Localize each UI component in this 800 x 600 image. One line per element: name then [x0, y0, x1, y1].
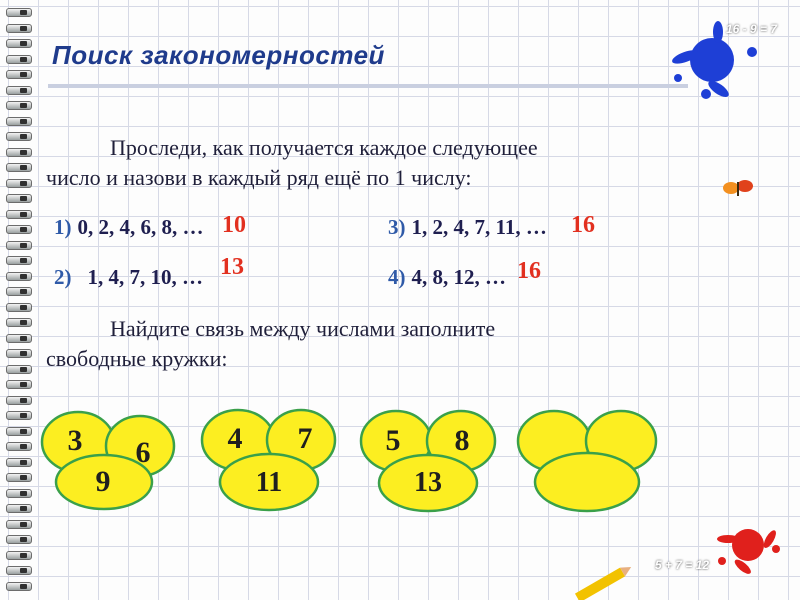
flower-2-sum: 11: [255, 467, 283, 498]
flower-4: [518, 411, 656, 511]
flower-3-number-b: 8: [454, 424, 470, 457]
flower-3-sum: 13: [414, 467, 442, 498]
flower-4-center: [535, 453, 639, 511]
flower-1-number-a: 3: [67, 424, 83, 457]
sequence-1-answer: 10: [222, 212, 246, 238]
flower-1-number-b: 6: [135, 436, 151, 469]
flower-2-number-b: 7: [297, 422, 313, 455]
flower-1-sum: 9: [95, 465, 111, 498]
corner-equation-bottom: 5 + 7 = 12: [655, 558, 710, 572]
sequence-3-answer: 16: [571, 212, 595, 238]
sequence-3-number: 3): [388, 215, 406, 239]
sequence-1-text: 0, 2, 4, 6, 8, …: [77, 215, 204, 239]
page-title: Поиск закономерностей: [52, 40, 385, 70]
instruction-2-line-2: свободные кружки:: [46, 346, 228, 371]
sequence-2-answer: 13: [220, 254, 244, 280]
instruction-2-line-1: Найдите связь между числами заполните: [110, 316, 496, 341]
corner-equation-top: 16 - 9 = 7: [726, 22, 778, 36]
flower-3-number-a: 5: [385, 424, 401, 457]
sequence-4-text: 4, 8, 12, …: [411, 265, 506, 289]
sequence-4-number: 4): [388, 265, 406, 289]
sequence-2-number: 2): [54, 265, 72, 289]
sequence-1-number: 1): [54, 215, 72, 239]
sequence-3-text: 1, 2, 4, 7, 11, …: [411, 215, 547, 239]
sequence-2-text: 1, 4, 7, 10, …: [87, 265, 203, 289]
sequence-4-answer: 16: [517, 258, 541, 284]
instruction-1-line-2: число и назови в каждый ряд ещё по 1 числу:: [46, 165, 472, 190]
flower-2-number-a: 4: [227, 422, 243, 455]
instruction-1-line-1: Проследи, как получается каждое следующее: [110, 135, 538, 160]
